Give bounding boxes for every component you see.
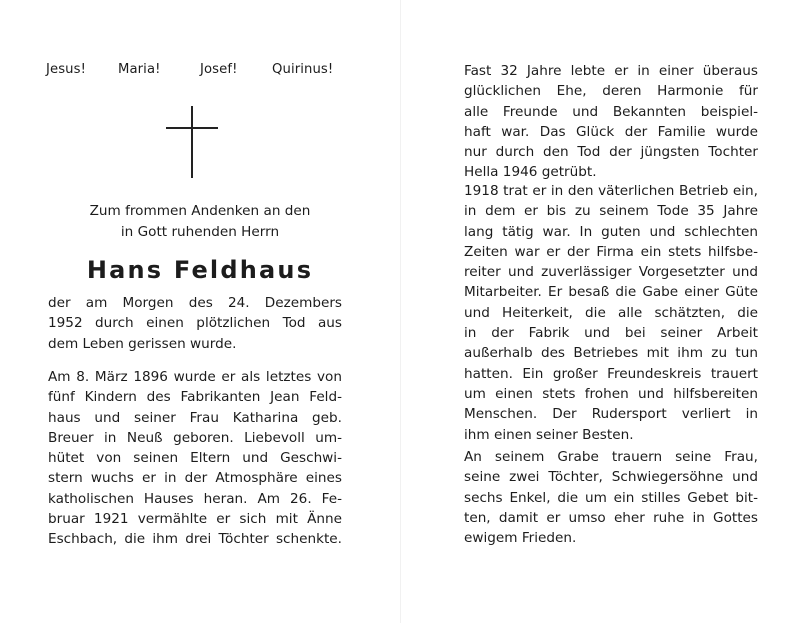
text-line: hatten. Ein großer Freundeskreis trauert — [464, 365, 758, 382]
invocation-josef: Josef! — [200, 62, 238, 77]
text-line: Mitarbeiter. Er besaß die Gabe einer Güte — [464, 284, 758, 301]
death-notice-paragraph — [48, 293, 342, 354]
invocation-quirinus: Quirinus! — [272, 62, 334, 77]
career-paragraph — [464, 181, 758, 445]
text-line: stern wuchs er in der Atmosphäre eines — [48, 470, 342, 487]
text-line: katholischen Hauses heran. Am 26. Fe- — [48, 490, 342, 507]
text-line: nur durch den Tod der jüngsten Tochter — [464, 144, 758, 161]
text-line: der am Morgen des 24. Dezembers — [48, 295, 342, 311]
text-line: glücklichen Ehe, deren Harmonie für — [464, 83, 758, 100]
marriage-paragraph — [464, 61, 758, 183]
text-line: dem Leben gerissen wurde. — [48, 335, 237, 352]
intro-line: in Gott ruhenden Herrn — [120, 224, 280, 240]
text-line: Eschbach, die ihm drei Töchter schenkte. — [48, 531, 342, 548]
intro-line: Zum frommen Andenken an den — [89, 203, 311, 219]
text-line: reiter und zuverlässiger Vorgesetzter und — [464, 264, 758, 281]
deceased-name: Hans Feldhaus — [86, 256, 314, 284]
text-line: in der Fabrik und bei seiner Arbeit — [464, 325, 758, 342]
text-line: Hella 1946 getrübt. — [464, 164, 597, 181]
text-line: Am 8. März 1896 wurde er als letztes von — [48, 369, 342, 385]
mourners-paragraph — [464, 447, 758, 548]
invocation-jesus: Jesus! — [46, 62, 86, 77]
text-line: ten, damit er umso eher ruhe in Gottes — [464, 509, 758, 526]
text-line: An seinem Grabe trauern seine Frau, — [464, 449, 758, 465]
text-line: alle Freunde und Bekannten beispiel- — [464, 103, 758, 120]
text-line: hütet von seinen Eltern und Geschwi- — [48, 450, 342, 467]
text-line: Fast 32 Jahre lebte er in einer überaus — [464, 63, 758, 79]
text-line: ewigem Frieden. — [464, 530, 577, 547]
text-line: um einen stets frohen und hilfsbereiten — [464, 385, 758, 402]
text-line: Menschen. Der Rudersport verliert in — [464, 406, 758, 423]
invocation-maria: Maria! — [118, 62, 161, 77]
text-line: seine zwei Töchter, Schwiegersöhne und — [464, 469, 758, 486]
text-line: in dem er bis zu seinem Tode 35 Jahre — [464, 203, 758, 220]
text-line: ihm einen seiner Besten. — [464, 426, 634, 443]
memorial-intro — [40, 201, 360, 243]
biography-paragraph — [48, 367, 342, 550]
text-line: bruar 1921 vermählte er sich mit Änne — [48, 511, 342, 528]
latin-cross-icon — [166, 106, 218, 178]
text-line: haft war. Das Glück der Familie wurde — [464, 123, 758, 140]
cross-vertical-bar — [191, 106, 193, 178]
text-line: außerhalb des Betriebes mit ihm zu tun — [464, 345, 758, 362]
text-line: und Heiterkeit, die alle schätzten, die — [464, 304, 758, 321]
text-line: 1918 trat er in den väterlichen Betrieb ein, — [464, 183, 758, 199]
text-line: Zeiten war er der Firma ein stets hilfsbe- — [464, 243, 758, 260]
text-line: Breuer in Neuß geboren. Liebevoll um- — [48, 429, 342, 446]
text-line: haus und seiner Frau Katharina geb. — [48, 409, 342, 426]
card-fold-line — [400, 0, 401, 623]
cross-horizontal-bar — [166, 127, 218, 129]
text-line: fünf Kindern des Fabrikanten Jean Feld- — [48, 389, 342, 406]
text-line: lang tätig war. In guten und schlechten — [464, 223, 758, 240]
text-line: sechs Enkel, die um ein stilles Gebet bit- — [464, 489, 758, 506]
text-line: 1952 durch einen plötzlichen Tod aus — [48, 315, 342, 332]
